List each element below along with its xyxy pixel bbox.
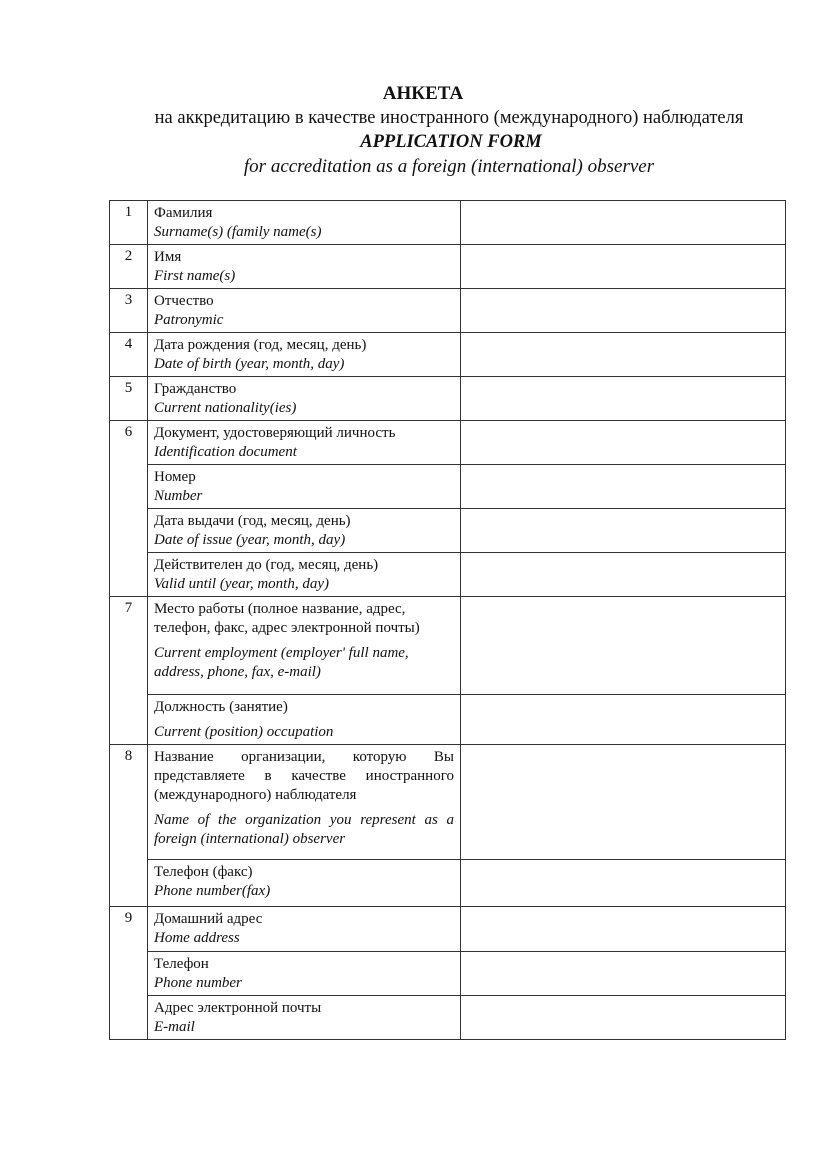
field-label-en: Identification document (154, 444, 297, 460)
field-label-en: Phone number (154, 975, 242, 991)
field-label-en: Current (position) occupation (154, 724, 334, 740)
field-label (148, 201, 461, 245)
application-form-table (109, 200, 786, 1040)
field-label-ru: Имя (154, 249, 182, 265)
field-label (148, 952, 461, 996)
field-label-en: Number (154, 488, 203, 504)
identification-document-field[interactable] (461, 421, 786, 465)
table-row (110, 377, 786, 421)
row-number: 3 (110, 289, 148, 333)
field-label-en: Date of birth (year, month, day) (154, 356, 345, 372)
table-row (110, 597, 786, 695)
current-employment-field[interactable] (461, 597, 786, 695)
table-row (110, 996, 786, 1040)
table-row (110, 465, 786, 509)
row-number: 1 (110, 201, 148, 245)
field-label-ru: Телефон (154, 956, 209, 972)
field-label (148, 509, 461, 553)
field-label-en: Patronymic (154, 312, 224, 328)
table-row (110, 245, 786, 289)
field-label-ru: Телефон (факс) (154, 864, 253, 880)
field-label-en: Surname(s) (family name(s) (154, 224, 322, 240)
row-number: 2 (110, 245, 148, 289)
date-of-issue-field[interactable] (461, 509, 786, 553)
form-title-en: APPLICATION FORM (360, 132, 542, 152)
table-row (110, 421, 786, 465)
field-label (148, 996, 461, 1040)
form-title-ru: АНКЕТА (382, 83, 464, 104)
row-number: 8 (110, 745, 148, 907)
field-label (148, 907, 461, 952)
field-label-ru: Номер (154, 469, 196, 485)
home-address-field[interactable] (461, 907, 786, 952)
surname-field[interactable] (461, 201, 786, 245)
field-label-ru: Адрес электронной почты (154, 1000, 322, 1016)
table-row (110, 509, 786, 553)
field-label (148, 465, 461, 509)
document-number-field[interactable] (461, 465, 786, 509)
table-row (110, 860, 786, 907)
date-of-birth-field[interactable] (461, 333, 786, 377)
field-label-en: Name of the organization you represent as a foreign (international) observer (154, 812, 454, 847)
row-number: 6 (110, 421, 148, 597)
field-label (148, 553, 461, 597)
table-row (110, 289, 786, 333)
organization-phone-field[interactable] (461, 860, 786, 907)
field-label-en: E-mail (154, 1019, 195, 1035)
field-label (148, 421, 461, 465)
valid-until-field[interactable] (461, 553, 786, 597)
form-subtitle-en: for accreditation as a foreign (international) observer (243, 156, 655, 177)
first-name-field[interactable] (461, 245, 786, 289)
table-row (110, 695, 786, 745)
field-label-ru: Дата выдачи (год, месяц, день) (154, 513, 351, 529)
field-label (148, 695, 461, 745)
field-label (148, 860, 461, 907)
field-label-en: Date of issue (year, month, day) (154, 532, 346, 548)
row-number: 7 (110, 597, 148, 745)
field-label-en: Phone number(fax) (154, 883, 271, 899)
table-row (110, 952, 786, 996)
table-row (110, 333, 786, 377)
form-subtitle-ru: на аккредитацию в качестве иностранного (международного) наблюдателя (154, 108, 744, 128)
field-label-ru: Фамилия (154, 205, 213, 221)
field-label-ru: Домашний адрес (154, 911, 263, 927)
home-phone-field[interactable] (461, 952, 786, 996)
field-label-ru: Гражданство (154, 381, 237, 397)
field-label (148, 597, 461, 695)
field-label-en: Current employment (employer' full name, address, phone, fax, e-mail) (154, 645, 409, 680)
field-label-ru: Название организации, которую Вы представляете в качестве иностранного (международного) наблюдателя (154, 749, 454, 803)
field-label (148, 377, 461, 421)
field-label-en: Home address (154, 930, 240, 946)
email-field[interactable] (461, 996, 786, 1040)
table-row (110, 553, 786, 597)
field-label-ru: Отчество (154, 293, 214, 309)
field-label-en: Valid until (year, month, day) (154, 576, 329, 592)
table-row (110, 745, 786, 860)
table-row (110, 907, 786, 952)
row-number: 5 (110, 377, 148, 421)
field-label-en: Current nationality(ies) (154, 400, 297, 416)
field-label-ru: Должность (занятие) (154, 699, 288, 715)
field-label-ru: Место работы (полное название, адрес, телефон, факс, адрес электронной почты) (154, 601, 420, 636)
nationality-field[interactable] (461, 377, 786, 421)
field-label (148, 245, 461, 289)
table-row (110, 201, 786, 245)
occupation-field[interactable] (461, 695, 786, 745)
field-label (148, 745, 461, 860)
field-label (148, 289, 461, 333)
organization-field[interactable] (461, 745, 786, 860)
row-number: 9 (110, 907, 148, 1040)
row-number: 4 (110, 333, 148, 377)
field-label-ru: Дата рождения (год, месяц, день) (154, 337, 367, 353)
form-header (0, 82, 826, 180)
field-label-ru: Действителен до (год, месяц, день) (154, 557, 379, 573)
field-label-ru: Документ, удостоверяющий личность (154, 425, 396, 441)
patronymic-field[interactable] (461, 289, 786, 333)
field-label-en: First name(s) (154, 268, 236, 284)
field-label (148, 333, 461, 377)
